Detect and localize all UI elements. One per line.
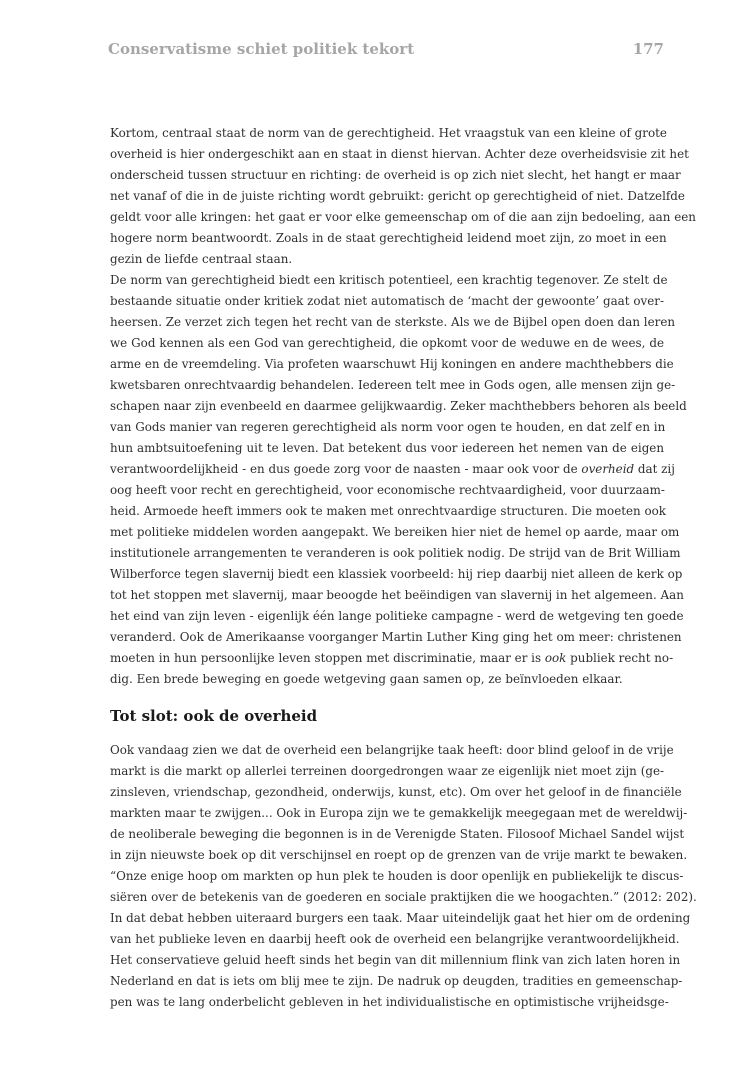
text-line: dig. Een brede beweging en goede wetgeving gaan samen op, ze beïnvloeden elkaar. [110,672,623,686]
text-line: De norm van gerechtigheid biedt een kritisch potentieel, een krachtig tegenover. Ze stelt de [110,273,668,287]
text-fragment: dat zij [634,462,675,476]
paragraph-1 [110,123,696,270]
text-line: veranderd. Ook de Amerikaanse voorganger Martin Luther King ging het om meer: christenen [110,630,682,644]
section-heading: Tot slot: ook de overheid [110,707,318,725]
text-line [110,648,674,669]
text-line: heid. Armoede heeft immers ook te maken met onrechtvaardige structuren. Die moeten ook [110,504,667,518]
paragraph-3 [110,740,697,950]
text-line: Nederland en dat is iets om blij mee te zijn. De nadruk op deugden, tradities en gemeenschap- [110,974,683,989]
text-line: zinsleven, vriendschap, gezondheid, onderwijs, kunst, etc). Om over het geloof in de financiële [110,785,682,800]
text-line: bestaande situatie onder kritiek zodat niet automatisch de ‘macht der gewoonte’ gaat over- [110,294,664,308]
text-line: onderscheid tussen structuur en richting: de overheid is op zich niet slecht, het hangt er maar [110,168,681,182]
text-line: tot het stoppen met slavernij, maar beoogde het beëindigen van slavernij in het algemeen. Aan [110,588,684,602]
page-number: 177 [632,40,664,58]
text-fragment: verantwoordelijkheid - en dus goede zorg voor de naasten - maar ook voor de [110,462,582,476]
text-line: markt is die markt op allerlei terreinen doorgedrongen waar ze eigenlijk niet moet zijn (ge- [110,764,664,779]
text-line: Ook vandaag zien we dat de overheid een belangrijke taak heeft: door blind geloof in de vrije [110,743,674,758]
text-line: markten maar te zwijgen... Ook in Europa zijn we te gemakkelijk meegegaan met de wereldwij- [110,806,688,821]
text-line: Kortom, centraal staat de norm van de gerechtigheid. Het vraagstuk van een kleine of grote [110,126,667,140]
chapter-title: Conservatisme schiet politiek tekort [108,40,415,58]
text-line: het eind van zijn leven - eigenlijk één lange politieke campagne - werd de wetgeving ten goede [110,609,684,623]
text-line: met politieke middelen worden aangepakt. We bereiken hier niet de hemel op aarde, maar om [110,525,680,539]
text-line: hun ambtsuitoefening uit te leven. Dat betekent dus voor iedereen het nemen van de eigen [110,441,664,455]
text-fragment: publiek recht no- [566,651,674,665]
text-line: kwetsbaren onrechtvaardig behandelen. Iedereen telt mee in Gods ogen, alle mensen zijn ge- [110,378,676,392]
text-line: oog heeft voor recht en gerechtigheid, voor economische rechtvaardigheid, voor duurzaam- [110,483,665,497]
italic-word: ook [544,651,567,665]
text-line: geldt voor alle kringen: het gaat er voor elke gemeenschap om of die aan zijn bedoeling, aan een [110,210,696,224]
text-line: siëren over de betekenis van de goederen en sociale praktijken die we hoogachten.” (2012: 202). [110,890,697,905]
body-text [110,123,697,1013]
text-line: heersen. Ze verzet zich tegen het recht van de sterkste. Als we de Bijbel open doen dan leren [110,315,676,329]
text-line: we God kennen als een God van gerechtigheid, die opkomt voor de weduwe en de wees, de [110,336,664,350]
text-line: pen was te lang onderbelicht gebleven in het individualistische en optimistische vrijheidsge- [110,995,669,1010]
text-line: Het conservatieve geluid heeft sinds het begin van dit millennium flink van zich laten horen in [110,953,681,968]
text-line: hogere norm beantwoordt. Zoals in de staat gerechtigheid leidend moet zijn, zo moet in een [110,231,667,245]
text-line: in zijn nieuwste boek op dit verschijnsel en roept op de grenzen van de vrije markt te bewaken. [110,848,688,863]
text-line: de neoliberale beweging die begonnen is in de Verenigde Staten. Filosoof Michael Sandel wijst [110,827,685,842]
text-line: gezin de liefde centraal staan. [110,252,293,266]
text-fragment: moeten in hun persoonlijke leven stoppen met discriminatie, maar er is [110,651,545,665]
text-line: schapen naar zijn evenbeeld en daarmee gelijkwaardig. Zeker machthebbers behoren als beeld [110,399,687,413]
text-line: In dat debat hebben uiteraard burgers een taak. Maar uiteindelijk gaat het hier om de ordening [110,911,691,926]
text-line: institutionele arrangementen te veranderen is ook politiek nodig. De strijd van de Brit William [110,546,681,560]
paragraph-2 [110,270,687,690]
paragraph-4 [110,950,683,1013]
text-line: van het publieke leven en daarbij heeft ook de overheid een belangrijke verantwoordelijkheid. [110,932,680,947]
text-line: Wilberforce tegen slavernij biedt een klassiek voorbeeld: hij riep daarbij niet alleen de kerk op [110,567,683,581]
text-line: arme en de vreemdeling. Via profeten waarschuwt Hij koningen en andere machthebbers die [110,357,674,371]
italic-word: overheid [581,462,635,476]
text-line: “Onze enige hoop om markten op hun plek te houden is door openlijk en publiekelijk te discus- [110,869,684,884]
text-line [110,459,675,480]
text-line: overheid is hier ondergeschikt aan en staat in dienst hiervan. Achter deze overheidsvisie zit het [110,147,689,161]
text-line: net vanaf of die in de juiste richting wordt gebruikt: gericht op gerechtigheid of niet. Datzelfde [110,189,685,203]
text-line: van Gods manier van regeren gerechtigheid als norm voor ogen te houden, en dat zelf en in [110,420,666,434]
